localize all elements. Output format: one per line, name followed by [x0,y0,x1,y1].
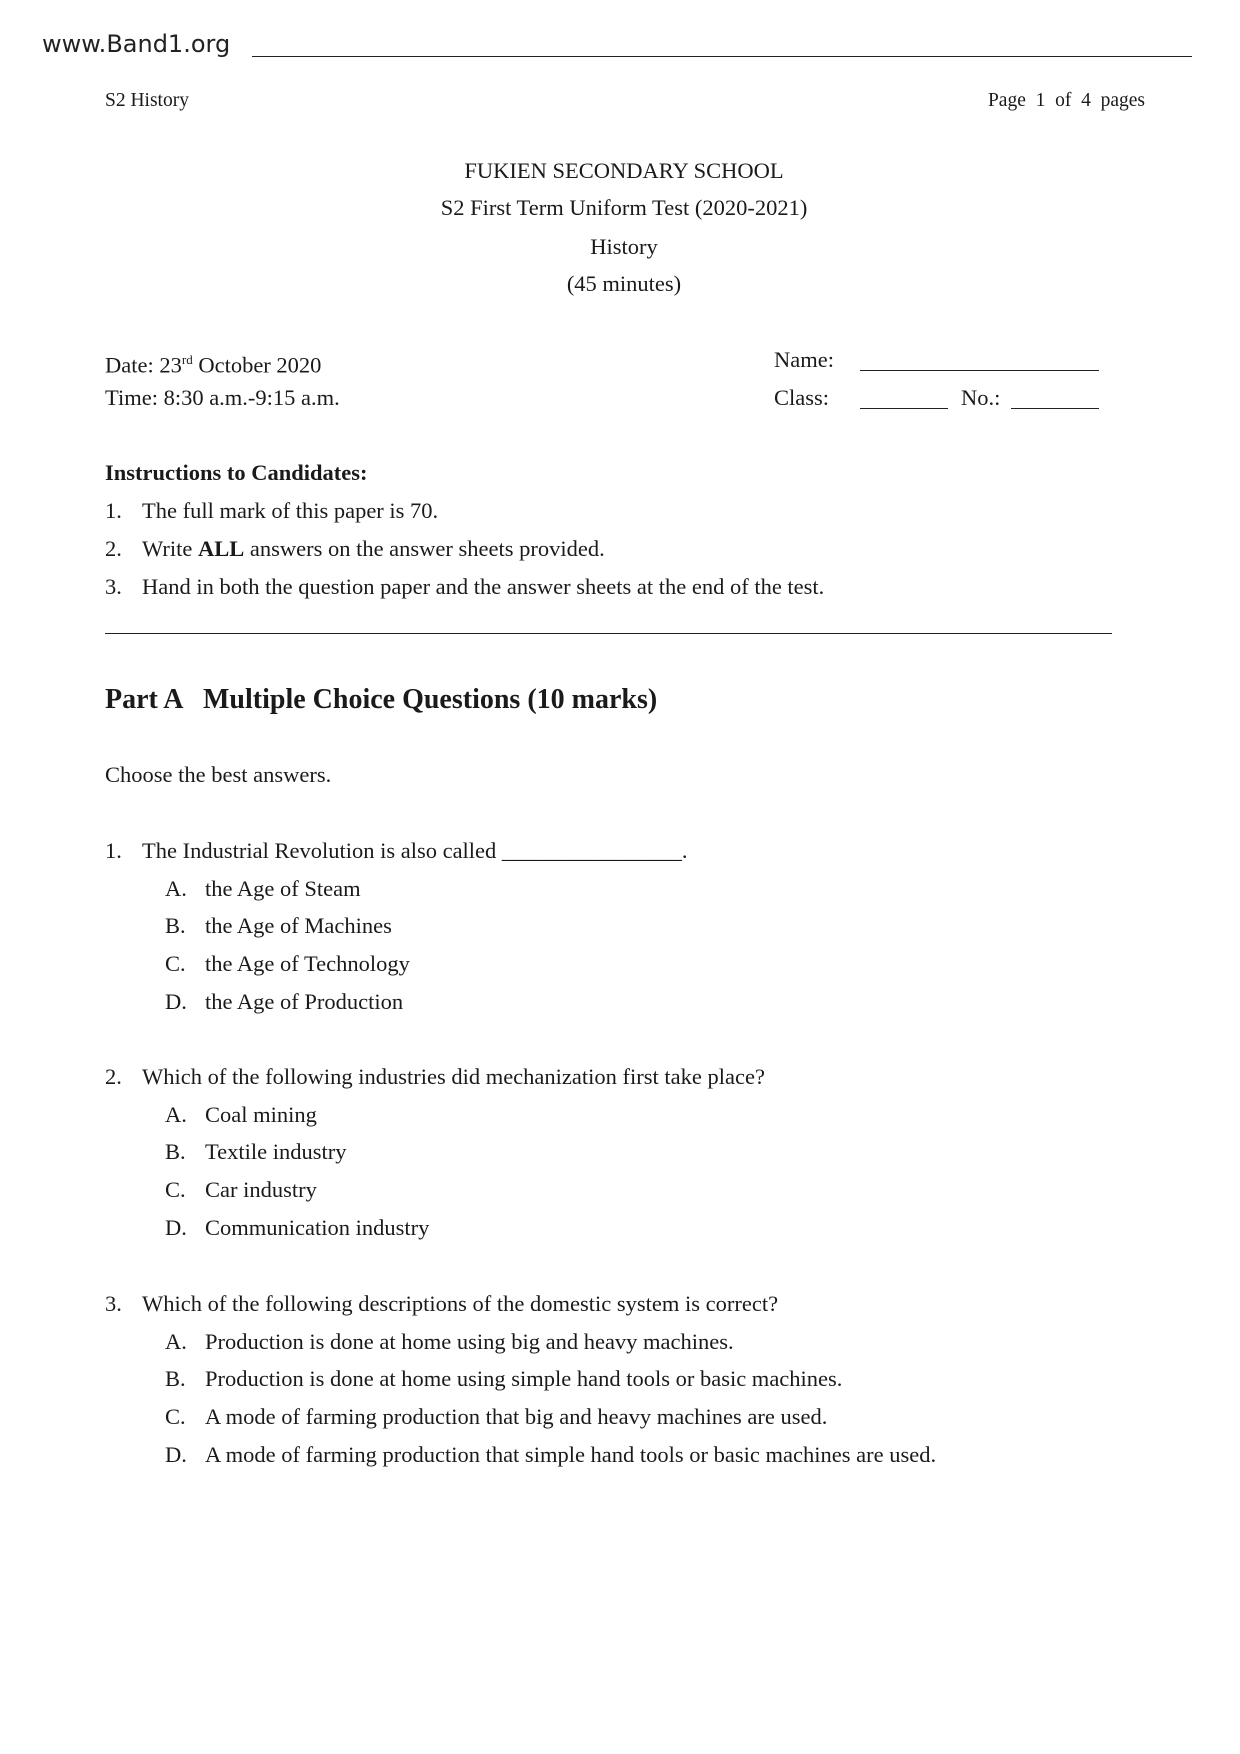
instruction-1 [105,497,439,525]
instruction-text: Hand in both the question paper and the answer sheets at the end of the test. [142,574,825,599]
no-field[interactable] [1011,388,1099,409]
option-letter: C. [165,1177,186,1203]
date-prefix: Date: 23 [105,352,182,378]
question-text: Which of the following descriptions of the domestic system is correct? [142,1291,779,1316]
option-text: Textile industry [205,1139,347,1165]
option-text: A mode of farming production that big and heavy machines are used. [205,1404,828,1430]
option-text: Car industry [205,1177,317,1203]
school-name: FUKIEN SECONDARY SCHOOL [464,158,784,183]
option-text: the Age of Production [205,988,404,1014]
option-text: Production is done at home using big and heavy machines. [205,1328,734,1354]
instruction-2 [105,535,605,563]
instruction-text: Write [142,536,198,561]
question-number: 1. [105,838,122,863]
option-text: the Age of Steam [205,875,361,901]
question-number: 2. [105,1064,122,1089]
question-number: 3. [105,1291,122,1316]
instruction-bold: ALL [197,536,245,561]
option-letter: D. [165,1214,187,1240]
option-letter: D. [165,988,187,1014]
instruction-text: The full mark of this paper is 70. [142,498,439,523]
option-letter: A. [165,1328,187,1354]
header-subject: S2 History [105,90,189,111]
class-label: Class: [774,385,830,410]
option-letter: C. [165,1404,186,1430]
option-text: the Age of Machines [205,913,392,939]
option-text: Production is done at home using simple hand tools or basic machines. [205,1366,843,1392]
duration: (45 minutes) [566,271,682,296]
no-label: No.: [961,385,1001,410]
test-title: S2 First Term Uniform Test (2020-2021) [440,195,808,220]
part-a-heading: Part A Multiple Choice Questions (10 marks) [105,684,658,715]
option-letter: C. [165,951,186,977]
option-letter: A. [165,1101,187,1127]
date-line [105,346,321,380]
option-letter: B. [165,1366,186,1392]
question-text: Which of the following industries did mechanization first take place? [142,1064,765,1089]
instruction-num: 1. [105,498,122,523]
option-letter: D. [165,1441,187,1467]
name-label: Name: [774,347,834,372]
instruction-text: answers on the answer sheets provided. [244,536,605,561]
question-text: The Industrial Revolution is also called ________________. [142,838,688,863]
instructions-heading: Instructions to Candidates: [105,460,368,485]
option-letter: A. [165,875,187,901]
time-line: Time: 8:30 a.m.-9:15 a.m. [105,385,340,410]
page-number: Page 1 of 4 pages [987,90,1145,111]
watermark: www.Band1.org [42,30,231,58]
option-text: the Age of Technology [205,951,410,977]
instruction-num: 3. [105,574,122,599]
instruction-num: 2. [105,536,122,561]
option-text: Coal mining [205,1101,317,1127]
section-divider [105,633,1112,634]
option-text: Communication industry [205,1214,430,1240]
class-field[interactable] [860,388,948,409]
instruction-3 [105,573,825,601]
option-letter: B. [165,913,186,939]
option-letter: B. [165,1139,186,1165]
date-sup: rd [181,352,193,367]
subject-title: History [590,234,658,259]
option-text: A mode of farming production that simple hand tools or basic machines are used. [205,1441,937,1467]
part-a-direction: Choose the best answers. [105,762,332,787]
header-rule [252,56,1192,57]
date-suffix: October 2020 [192,352,322,378]
name-field[interactable] [860,350,1099,371]
